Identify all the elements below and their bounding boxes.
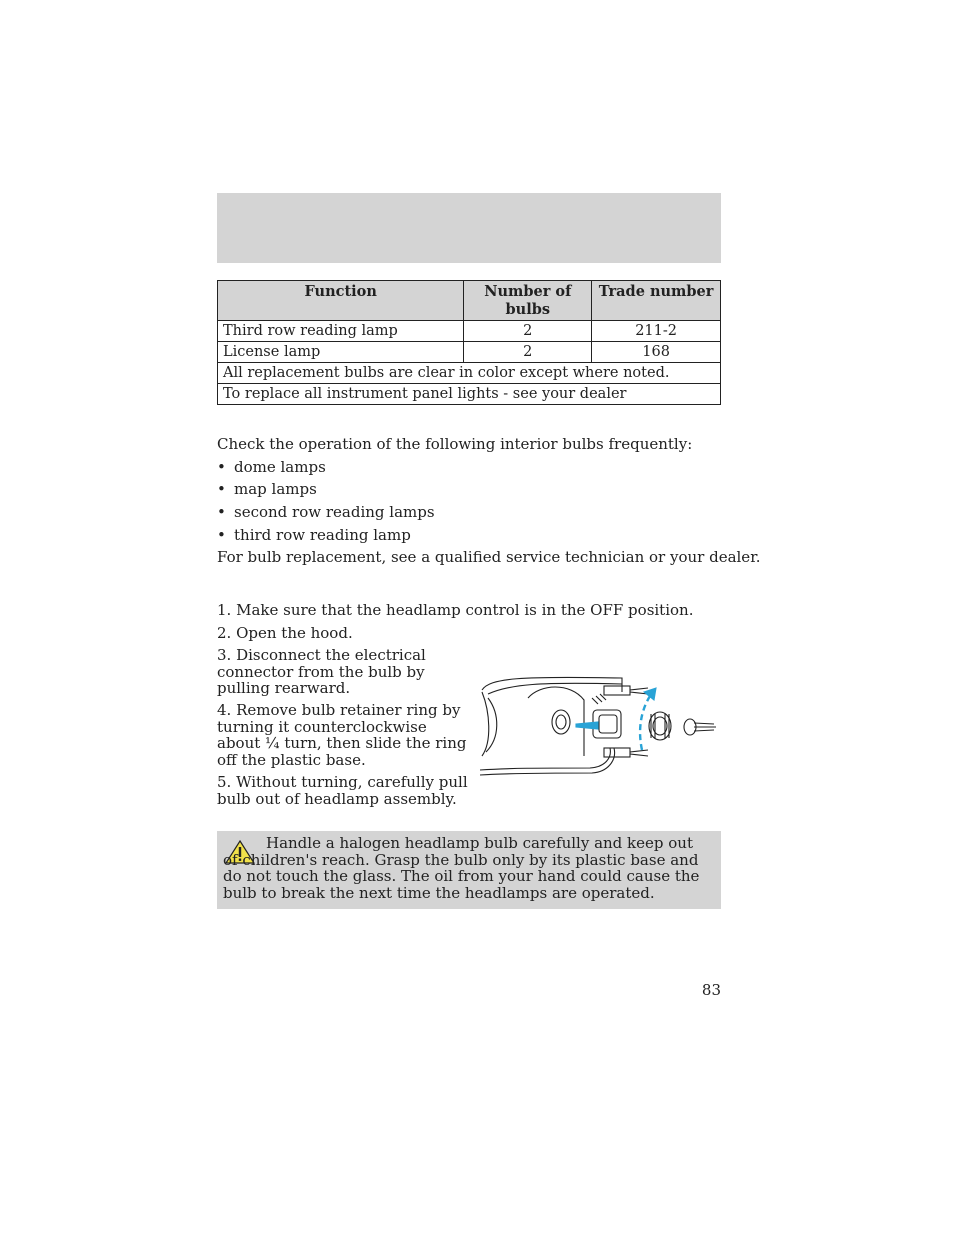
table-note: To replace all instrument panel lights - see your dealer <box>218 384 721 405</box>
cell-trade: 168 <box>592 342 721 363</box>
interior-intro: Check the operation of the following interior bulbs frequently: <box>217 435 693 453</box>
list-item <box>217 527 411 544</box>
table-row <box>218 321 721 342</box>
table-note-row <box>218 384 721 405</box>
cell-trade: 211-2 <box>592 321 721 342</box>
section-header-band <box>217 193 721 263</box>
list-item <box>217 459 326 476</box>
headlamp-bulb-illustration <box>480 672 720 784</box>
bullet-icon: • <box>217 503 226 521</box>
list-item-text: second row reading lamps <box>234 503 435 521</box>
cell-count: 2 <box>464 321 592 342</box>
cell-function: Third row reading lamp <box>218 321 464 342</box>
list-item-text: third row reading lamp <box>234 526 411 544</box>
header-number-of-bulbs: Number of bulbs <box>464 281 592 321</box>
step-5: 5. Without turning, carefully pull bulb out of headlamp assembly. <box>217 773 468 808</box>
interior-outro: For bulb replacement, see a qualified service technician or your dealer. <box>217 548 761 566</box>
step-1: 1. Make sure that the headlamp control is in the OFF position. <box>217 601 694 619</box>
bullet-icon: • <box>217 526 226 544</box>
step-4: 4. Remove bulb retainer ring by turning it counterclockwise about ¼ turn, then slide the ring off the plastic base. <box>217 701 467 769</box>
page-number: 83 <box>701 981 721 999</box>
warning-box <box>217 831 721 909</box>
table-note: All replacement bulbs are clear in color except where noted. <box>218 363 721 384</box>
header-trade-number: Trade number <box>592 281 721 321</box>
table-row <box>218 342 721 363</box>
step-2: 2. Open the hood. <box>217 624 353 642</box>
bullet-icon: • <box>217 458 226 476</box>
list-item-text: map lamps <box>234 480 317 498</box>
list-item <box>217 481 317 498</box>
step-3: 3. Disconnect the electrical connector from the bulb by pulling rearward. <box>217 646 426 697</box>
warning-text: Handle a halogen headlamp bulb carefully and keep out of children's reach. Grasp the bulb only by its plastic base and do not touch the glass. The oil from your hand could cause the bulb to break the next time the headlamps are operated. <box>223 834 700 902</box>
bullet-icon: • <box>217 480 226 498</box>
cell-count: 2 <box>464 342 592 363</box>
list-item <box>217 504 435 521</box>
table-note-row <box>218 363 721 384</box>
bulb-table <box>217 280 721 405</box>
header-function: Function <box>218 281 464 321</box>
cell-function: License lamp <box>218 342 464 363</box>
table-header-row <box>218 281 721 321</box>
list-item-text: dome lamps <box>234 458 326 476</box>
